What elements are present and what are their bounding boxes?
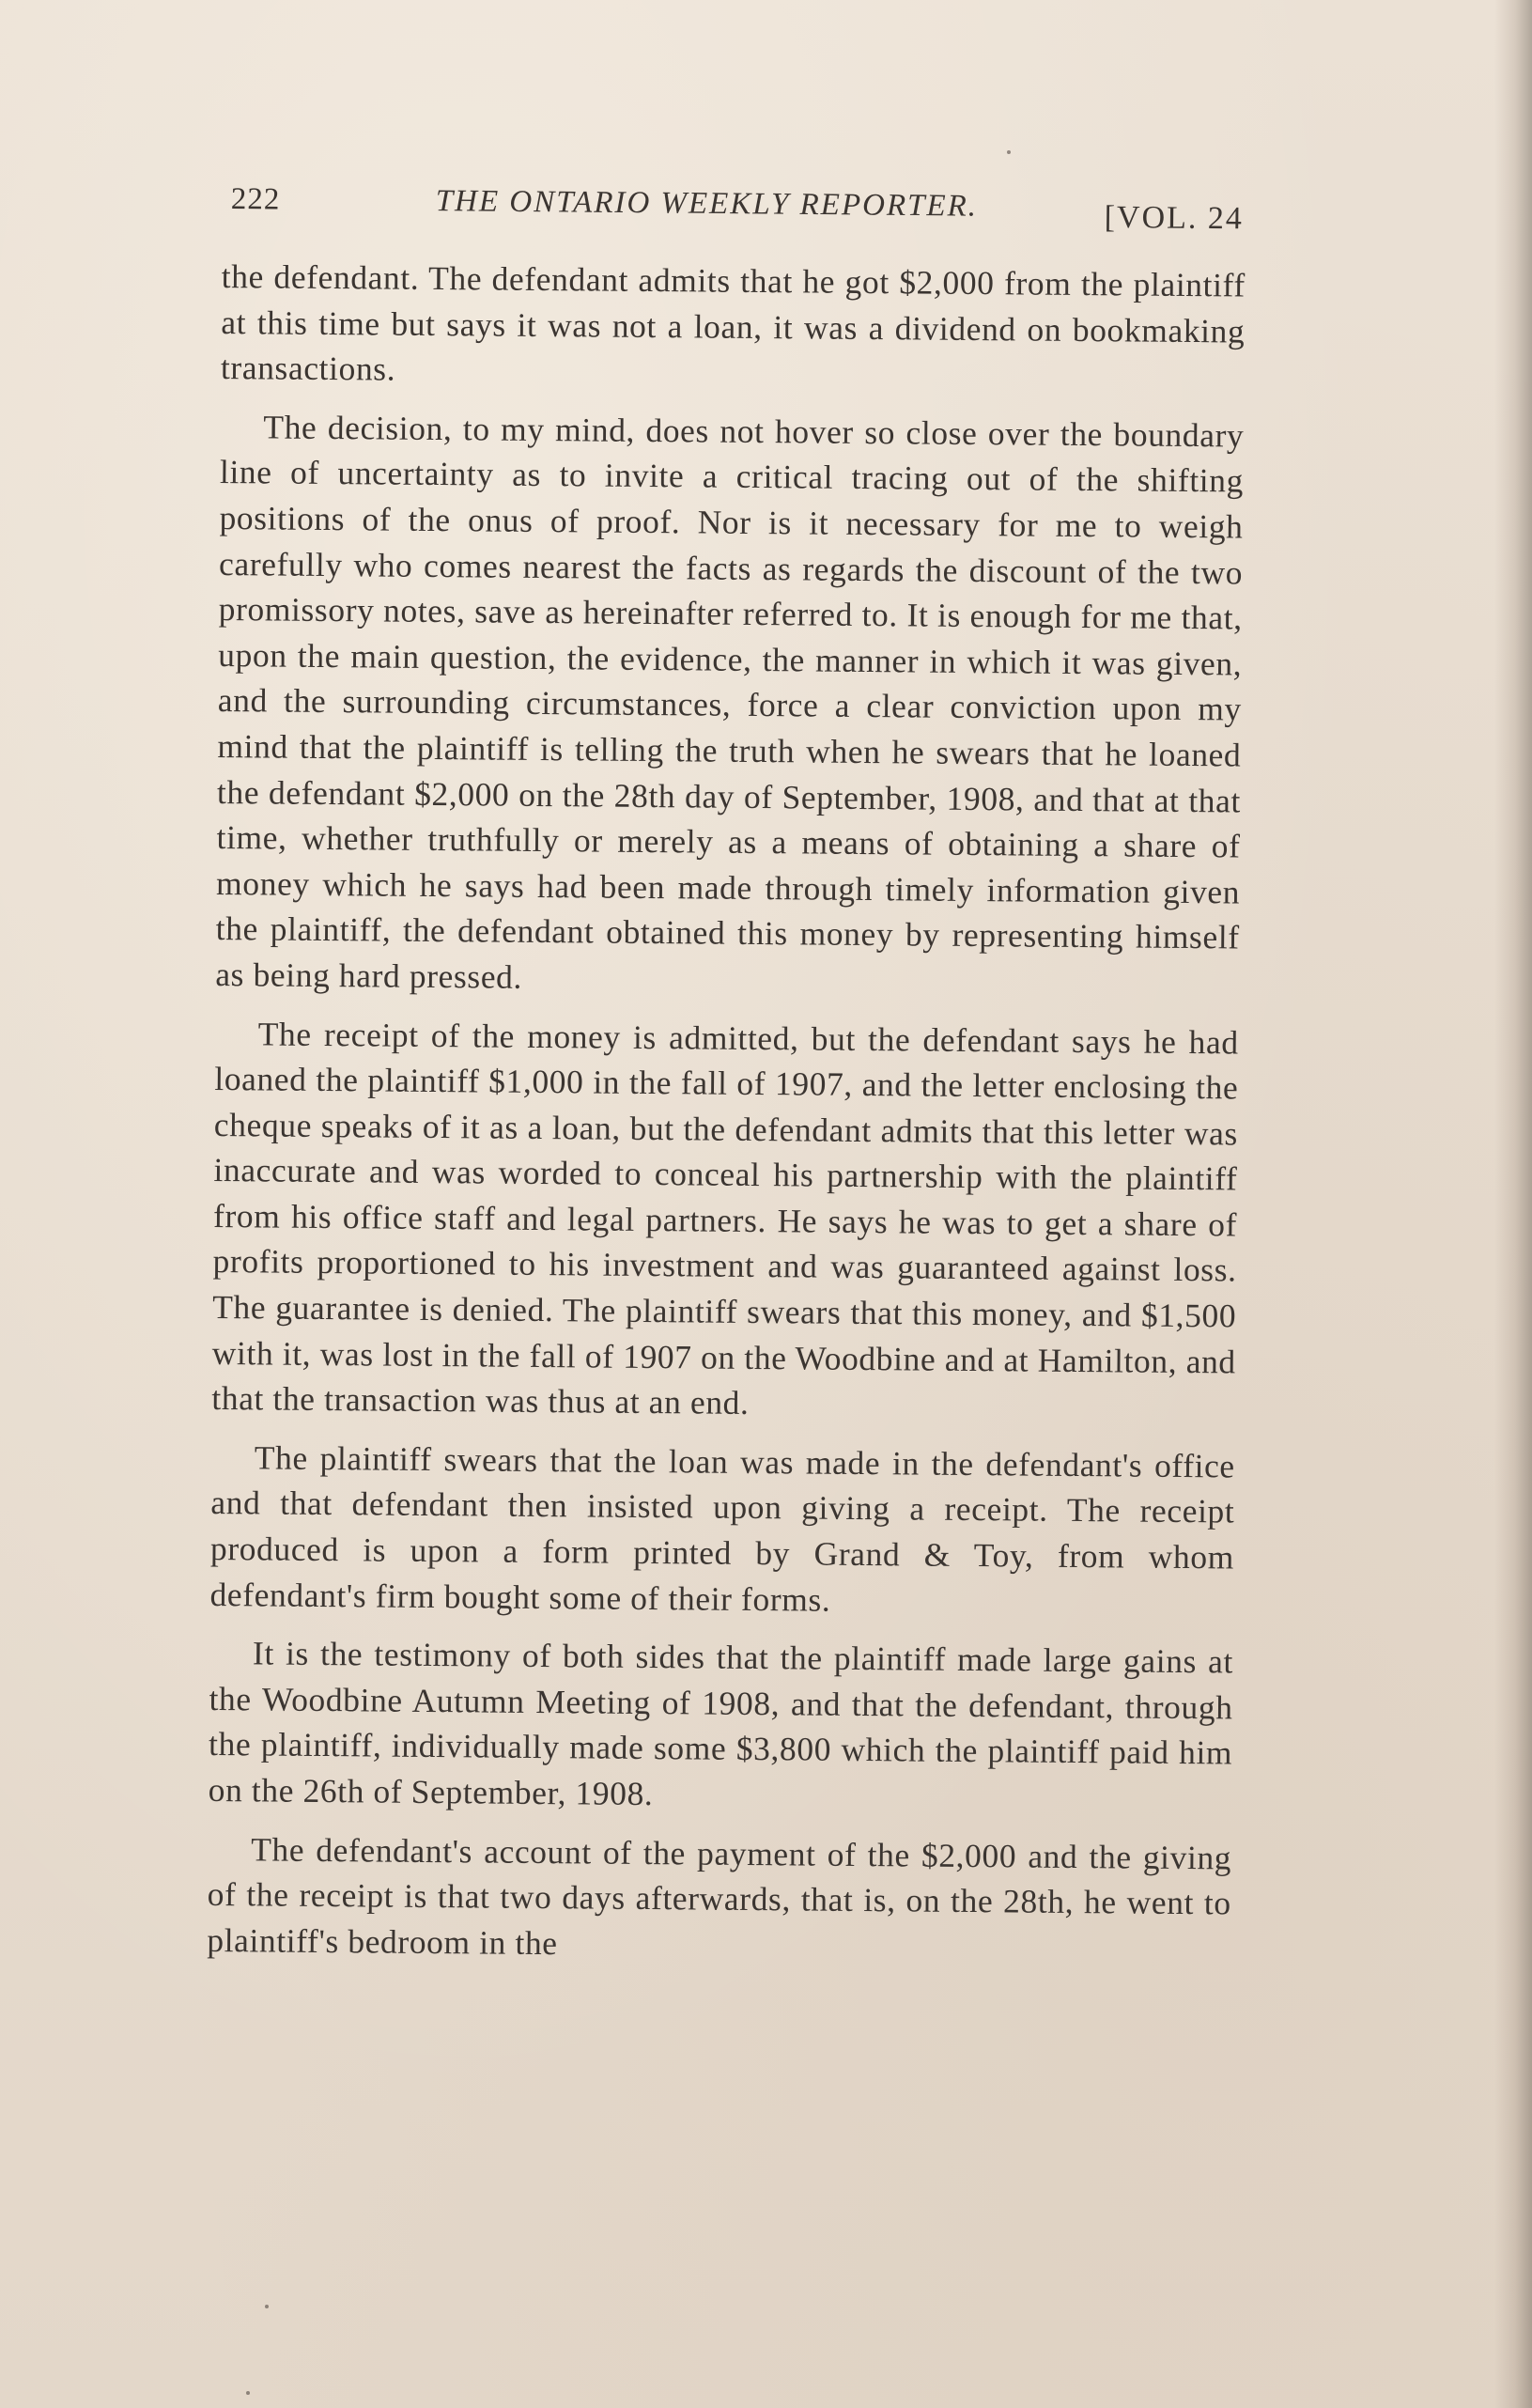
- paragraph: the defendant. The defendant admits that he got $2,000 from the plaintiff at this time but says it was not a loan, it was a dividend on bookmaking transactions.: [220, 256, 1246, 388]
- paper-speck: [1007, 150, 1011, 154]
- paragraph: It is the testimony of both sides that the plaintiff made large gains at the Woodbine Autumn Meeting of 1908, and that the defendant, through the plaintiff, individually made some $3,800 which the plaintiff paid him on the 26th of September, 1908.: [208, 1634, 1234, 1813]
- running-title: THE ONTARIO WEEKLY REPORTER.: [435, 184, 979, 224]
- page-number: 222: [230, 181, 281, 217]
- paper-speck: [246, 2391, 250, 2395]
- paper-speck: [265, 2305, 269, 2308]
- volume-label: [VOL. 24: [1104, 199, 1245, 237]
- paragraph: The decision, to my mind, does not hover so close over the boundary line of uncertainty as to invite a critical tracing out of the shifting positions of the onus of proof. Nor is it necessary for me to weigh carefully who comes nearest the facts as regards the discount of the two promissory notes, save as hereinafter referred to. It is enough for me that, upon the main question, the evidence, the manner in which it was given, and the surrounding circumstances, force a clear conviction upon my mind that the plaintiff is telling the truth when he swears that he loaned the defendant $2,000 on the 28th day of September, 1908, and that at that time, whether truthfully or merely as a means of obtaining a share of money which he says had been made through timely information given the plaintiff, the defendant obtained this money by representing himself as being hard pressed.: [215, 408, 1245, 996]
- paragraph: The receipt of the money is admitted, but the defendant says he had loaned the plaintiff $1,000 in the fall of 1907, and the letter enclosing the cheque speaks of it as a loan, but the defendant admits that this letter was inaccurate and was worded to conceal his partnership with the plaintiff from his office staff and legal partners. He says he was to get a share of profits proportioned to his investment and was guaranteed against loss. The guarantee is denied. The plaintiff swears that this money, and $1,500 with it, was lost in the fall of 1907 on the Woodbine and at Hamilton, and that the transaction was thus at an end.: [211, 1014, 1239, 1422]
- body-text: [207, 254, 1246, 1972]
- running-header: [230, 180, 1255, 256]
- paragraph: The defendant's account of the payment of the $2,000 and the giving of the receipt is that two days afterwards, that is, on the 28th, he went to plaintiff's bedroom in the: [207, 1829, 1232, 1962]
- paragraph: The plaintiff swears that the loan was made in the defendant's office and that defendant then insisted upon giving a receipt. The receipt produced is upon a form printed by Grand & Toy, from whom defendant's firm bought some of their forms.: [209, 1438, 1235, 1619]
- page-edge-shadow: [1494, 0, 1532, 2408]
